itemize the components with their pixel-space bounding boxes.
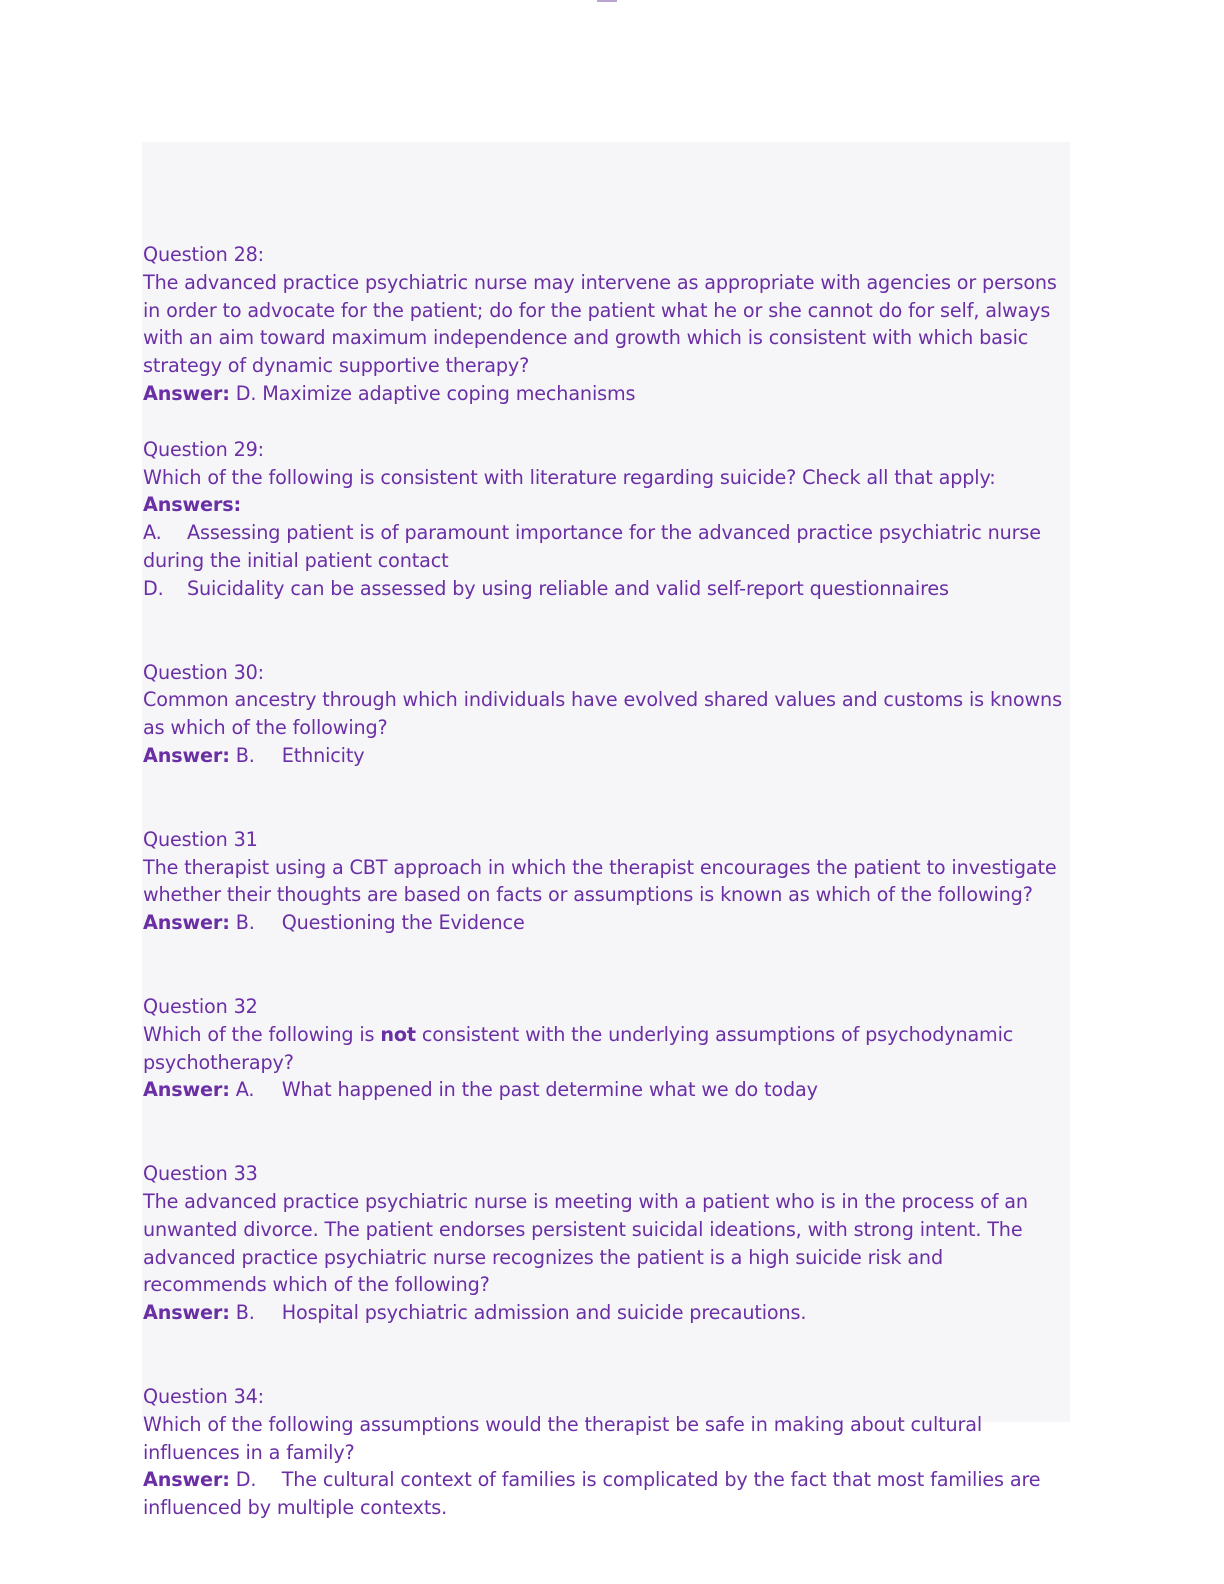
answer-option [143, 575, 1068, 603]
question-heading: Question 32 [143, 994, 258, 1018]
question-text [143, 1021, 1068, 1077]
answer-text: The cultural context of families is complicated by the fact that most families are influenced by multiple contexts. [143, 1468, 1041, 1520]
question-29 [143, 436, 1068, 603]
answer-text: What happened in the past determine what we do today [281, 1078, 818, 1102]
option-letter: A. [143, 521, 162, 545]
question-text: Which of the following assumptions would the therapist be safe in making about cultural influences in a family? [143, 1412, 983, 1464]
answer-line [143, 742, 1068, 770]
answer-label: Answer: [143, 1301, 230, 1325]
answer-letter: B. [235, 743, 255, 767]
question-heading: Question 29: [143, 437, 264, 461]
answer-label: Answer: [143, 911, 230, 935]
answer-text: Hospital psychiatric admission and suicide precautions. [281, 1301, 807, 1325]
emphasis-not: not [380, 1022, 416, 1046]
question-31 [143, 826, 1068, 937]
answer-line [143, 1299, 1068, 1327]
answer-label: Answers: [143, 493, 242, 517]
answer-letter: A. [235, 1078, 255, 1102]
answer-label: Answer: [143, 743, 230, 767]
question-34 [143, 1383, 1068, 1522]
question-text-part: consistent with the underlying assumptions of psychodynamic psychotherapy? [143, 1022, 1014, 1074]
answer-label: Answer: [143, 1078, 230, 1102]
question-text: The therapist using a CBT approach in which the therapist encourages the patient to investigate whether their thoughts are based on facts or assumptions is known as which of the following? [143, 855, 1057, 907]
answer-letter: B. [235, 1301, 255, 1325]
question-33 [143, 1160, 1068, 1327]
answer-text: Ethnicity [281, 743, 365, 767]
answer-line [143, 909, 1068, 937]
question-30 [143, 659, 1068, 770]
option-text: Suicidality can be assessed by using reliable and valid self-report questionnaires [187, 576, 949, 600]
answer-letter: B. [235, 911, 255, 935]
question-heading: Question 33 [143, 1162, 258, 1186]
answer-line [143, 1466, 1068, 1522]
question-heading: Question 34: [143, 1384, 264, 1408]
answer-letter: D. [235, 1468, 257, 1492]
option-text: Assessing patient is of paramount importance for the advanced practice psychiatric nurse during the initial patient contact [143, 521, 1041, 572]
option-letter: D. [143, 576, 164, 600]
question-list [143, 241, 1068, 1522]
question-heading: Question 30: [143, 660, 264, 684]
question-text: The advanced practice psychiatric nurse is meeting with a patient who is in the process of an unwanted divorce. The patient endorses persistent suicidal ideations, with strong intent. The advanced practice psychiatric nurse recognizes the patient is a high suicide risk and recommends which of the following? [143, 1189, 1028, 1297]
answer-option [143, 519, 1068, 575]
page-header-mark [597, 0, 617, 2]
question-text-part: Which of the following is [143, 1022, 381, 1046]
answer-label: Answer: [143, 1468, 230, 1492]
question-heading: Question 31 [143, 827, 258, 851]
question-text: Common ancestry through which individuals have evolved shared values and customs is knowns as which of the following? [143, 688, 1062, 740]
answer-text: D. Maximize adaptive coping mechanisms [235, 381, 636, 405]
question-text: The advanced practice psychiatric nurse may intervene as appropriate with agencies or persons in order to advocate for the patient; do for the patient what he or she cannot do for self, always with an aim toward maximum independence and growth which is consistent with which basic strategy of dynamic supportive therapy? [143, 270, 1057, 378]
question-text: Which of the following is consistent with literature regarding suicide? Check all that apply: [143, 465, 996, 489]
question-28 [143, 241, 1068, 408]
answer-label: Answer: [143, 381, 230, 405]
question-heading: Question 28: [143, 243, 264, 266]
answer-line [143, 1076, 1068, 1104]
answer-line [143, 380, 1068, 408]
answer-text: Questioning the Evidence [281, 911, 525, 935]
question-32 [143, 993, 1068, 1104]
